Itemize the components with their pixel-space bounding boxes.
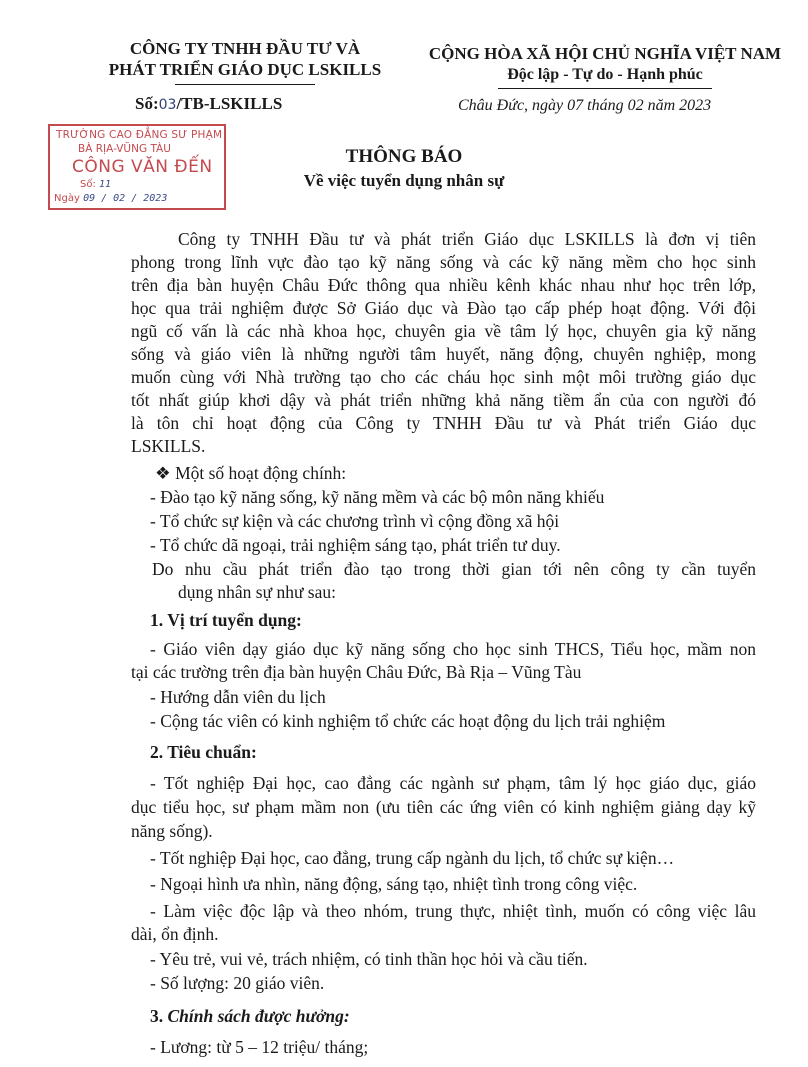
section3-heading (150, 1006, 350, 1027)
section1-line: - Hướng dẫn viên du lịch (150, 687, 326, 707)
intro-line: muốn cùng với Nhà trường tạo cho các cháu học sinh một môi trường giáo dục (131, 367, 756, 387)
section2-number: 2. (150, 742, 164, 762)
section3-title: Chính sách được hưởng: (167, 1006, 350, 1026)
intro-line: trên địa bàn huyện Châu Đức thông qua nhiều kênh khác nhau như học trên lớp, (131, 275, 756, 295)
intro-line: LSKILLS. (131, 436, 206, 456)
section2-line: dài, ổn định. (131, 924, 219, 944)
stamp-heading: CÔNG VĂN ĐẾN (72, 157, 213, 177)
section1-number: 1. (150, 610, 164, 630)
section2-line: - Tốt nghiệp Đại học, cao đẳng các ngành sư phạm, tâm lý học giáo dục, giáo (150, 773, 756, 793)
section2-heading (150, 742, 257, 763)
document-number (135, 94, 282, 114)
section2-line: - Số lượng: 20 giáo viên. (150, 973, 325, 993)
activity-item: - Tổ chức dã ngoại, trải nghiệm sáng tạo, phát triển tư duy. (150, 535, 561, 555)
company-name-line2: PHÁT TRIỂN GIÁO DỤC LSKILLS (108, 60, 382, 79)
intro-line: Công ty TNHH Đầu tư và phát triển Giáo dục LSKILLS là đơn vị tiên (178, 229, 756, 249)
stamp-date-value: 09 / 02 / 2023 (83, 193, 168, 204)
intro-line: học qua trải nghiệm được Sở Giáo dục và Đào tạo cấp phép hoạt động. Với đội (131, 298, 756, 318)
stamp-school-name: TRƯỜNG CAO ĐẲNG SƯ PHẠM (56, 129, 223, 141)
section1-line: - Cộng tác viên có kinh nghiệm tổ chức các hoạt động du lịch trải nghiệm (150, 711, 666, 731)
section3-line: - Lương: từ 5 – 12 triệu/ tháng; (150, 1037, 369, 1057)
intro-line: sống và giáo viên là những người tâm huyết, năng động, chuyên nghiệp, mong (131, 344, 756, 364)
activity-item: - Tổ chức sự kiện và các chương trình vì cộng đồng xã hội (150, 511, 560, 531)
section2-title: Tiêu chuẩn: (167, 742, 257, 762)
stamp-province: BÀ RỊA-VŨNG TÀU (78, 143, 171, 155)
stamp-date-label: Ngày (54, 193, 80, 204)
company-name-line1: CÔNG TY TNHH ĐẦU TƯ VÀ (129, 39, 361, 58)
need-line: dụng nhân sự như sau: (178, 582, 336, 602)
section1-line: tại các trường trên địa bàn huyện Châu Đức, Bà Rịa – Vũng Tàu (131, 662, 582, 682)
national-title: CỘNG HÒA XÃ HỘI CHỦ NGHĨA VIỆT NAM (428, 44, 782, 63)
stamp-number-value: 11 (99, 179, 112, 190)
activity-item: - Đào tạo kỹ năng sống, kỹ năng mềm và các bộ môn năng khiếu (150, 487, 605, 507)
section1-heading (150, 610, 302, 631)
intro-line: ngũ cố vấn là các nhà khoa học, chuyên gia về tâm lý học, chuyên gia kỹ năng (131, 321, 756, 341)
section1-line: - Giáo viên dạy giáo dục kỹ năng sống cho học sinh THCS, Tiểu học, mầm non (150, 639, 756, 659)
section2-line: - Ngoại hình ưa nhìn, năng động, sáng tạo, nhiệt tình trong công việc. (150, 874, 638, 894)
section2-line: - Yêu trẻ, vui vẻ, trách nhiệm, có tinh thần học hỏi và cầu tiến. (150, 949, 588, 969)
motto-underline (498, 88, 712, 89)
section1-title: Vị trí tuyển dụng: (167, 610, 302, 630)
document-number-value: 03 (158, 97, 177, 113)
section2-line: - Làm việc độc lập và theo nhóm, trung thực, nhiệt tình, muốn có công việc lâu (150, 901, 756, 921)
need-line: Do nhu cầu phát triển đào tạo trong thời gian tới nên công ty cần tuyển (152, 559, 756, 579)
section2-line: năng sống). (131, 821, 213, 841)
national-motto: Độc lập - Tự do - Hạnh phúc (507, 66, 703, 83)
document-number-suffix: /TB-LSKILLS (176, 94, 283, 113)
activities-heading: ❖ Một số hoạt động chính: (155, 463, 347, 483)
stamp-number-label: Số: (80, 179, 96, 190)
company-underline (175, 84, 315, 85)
section2-line: dục tiểu học, sư phạm mầm non (ưu tiên các ứng viên có kinh nghiệm giảng dạy kỹ (131, 797, 756, 817)
section2-line: - Tốt nghiệp Đại học, cao đẳng, trung cấp ngành du lịch, tổ chức sự kiện… (150, 848, 675, 868)
intro-line: phong trong lĩnh vực đào tạo kỹ năng sống và các kỹ năng mềm cho học sinh (131, 252, 756, 272)
intro-line: tốt nhất giúp khơi dậy và phát triển những khả năng tiềm ẩn của con người đó (131, 390, 756, 410)
section3-number: 3. (150, 1006, 164, 1026)
notice-subtitle: Về việc tuyển dụng nhân sự (303, 171, 505, 190)
document-number-prefix: Số: (135, 94, 159, 113)
intro-line: là tôn chỉ hoạt động của Công ty TNHH Đầu tư và Phát triển Giáo dục (131, 413, 756, 433)
place-date: Châu Đức, ngày 07 tháng 02 năm 2023 (458, 97, 712, 114)
notice-title: THÔNG BÁO (345, 146, 463, 167)
stamp-date (54, 193, 167, 204)
